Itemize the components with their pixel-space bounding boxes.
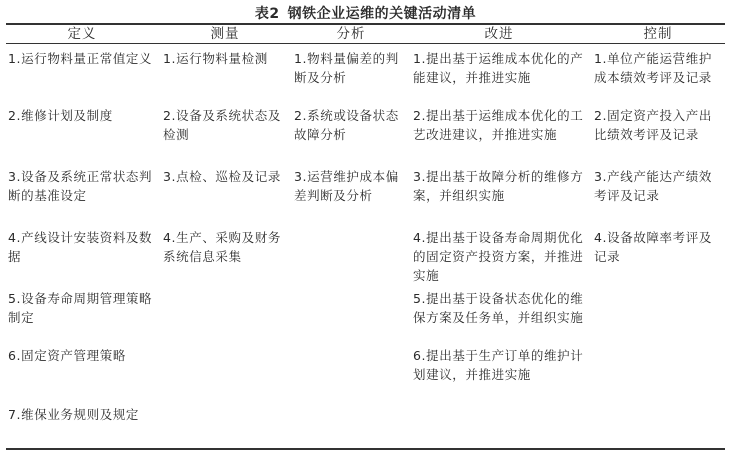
improve-item-4: 4.提出基于设备寿命周期优化的固定资产投资方案，并推进实施 [413,230,584,283]
table-caption: 钢铁企业运维的关键活动清单 [287,6,477,22]
column-header-analyze: 分析 [336,26,366,42]
column-measure [163,25,287,448]
improve-item-5: 5.提出基于设备状态优化的维保方案及任务单，并组织实施 [413,291,584,325]
improve-item-2: 2.提出基于运维成本优化的工艺改进建议，并推进实施 [413,108,584,142]
improve-item-1: 1.提出基于运维成本优化的产能建议，并推进实施 [413,51,584,85]
measure-item-1: 1.运行物料量检测 [163,51,268,66]
bottom-rule [6,448,725,450]
control-item-4: 4.设备故障率考评及记录 [594,230,712,264]
control-item-1: 1.单位产能运营维护成本绩效考评及记录 [594,51,712,85]
column-control [594,25,722,448]
column-improve [413,25,585,448]
column-analyze [294,25,408,448]
control-item-3: 3.产线产能达产绩效考评及记录 [594,169,712,203]
column-define [8,25,156,448]
define-item-2: 2.维修计划及制度 [8,108,113,123]
measure-item-4: 4.生产、采购及财务系统信息采集 [163,230,281,264]
define-item-3: 3.设备及系统正常状态判断的基准设定 [8,169,153,203]
define-item-6: 6.固定资产管理策略 [8,348,126,363]
define-item-5: 5.设备寿命周期管理策略制定 [8,291,153,325]
measure-item-2: 2.设备及系统状态及检测 [163,108,281,142]
analyze-item-2: 2.系统或设备状态故障分析 [294,108,399,142]
table-number: 表2 [254,6,280,22]
improve-item-6: 6.提出基于生产订单的维护计划建议，并推进实施 [413,348,584,382]
define-item-7: 7.维保业务规则及规定 [8,407,140,422]
define-item-1: 1.运行物料量正常值定义 [8,51,153,66]
column-header-improve: 改进 [484,26,514,42]
column-header-control: 控制 [643,26,673,42]
column-header-measure: 测量 [210,26,240,42]
control-item-2: 2.固定资产投入产出比绩效考评及记录 [594,108,712,142]
define-item-4: 4.产线设计安装资料及数据 [8,230,153,264]
improve-item-3: 3.提出基于故障分析的维修方案，并组织实施 [413,169,584,203]
column-header-define: 定义 [67,26,97,42]
analyze-item-1: 1.物料量偏差的判断及分析 [294,51,399,85]
measure-item-3: 3.点检、巡检及记录 [163,169,281,184]
analyze-item-3: 3.运营维护成本偏差判断及分析 [294,169,399,203]
table-title [0,3,731,23]
